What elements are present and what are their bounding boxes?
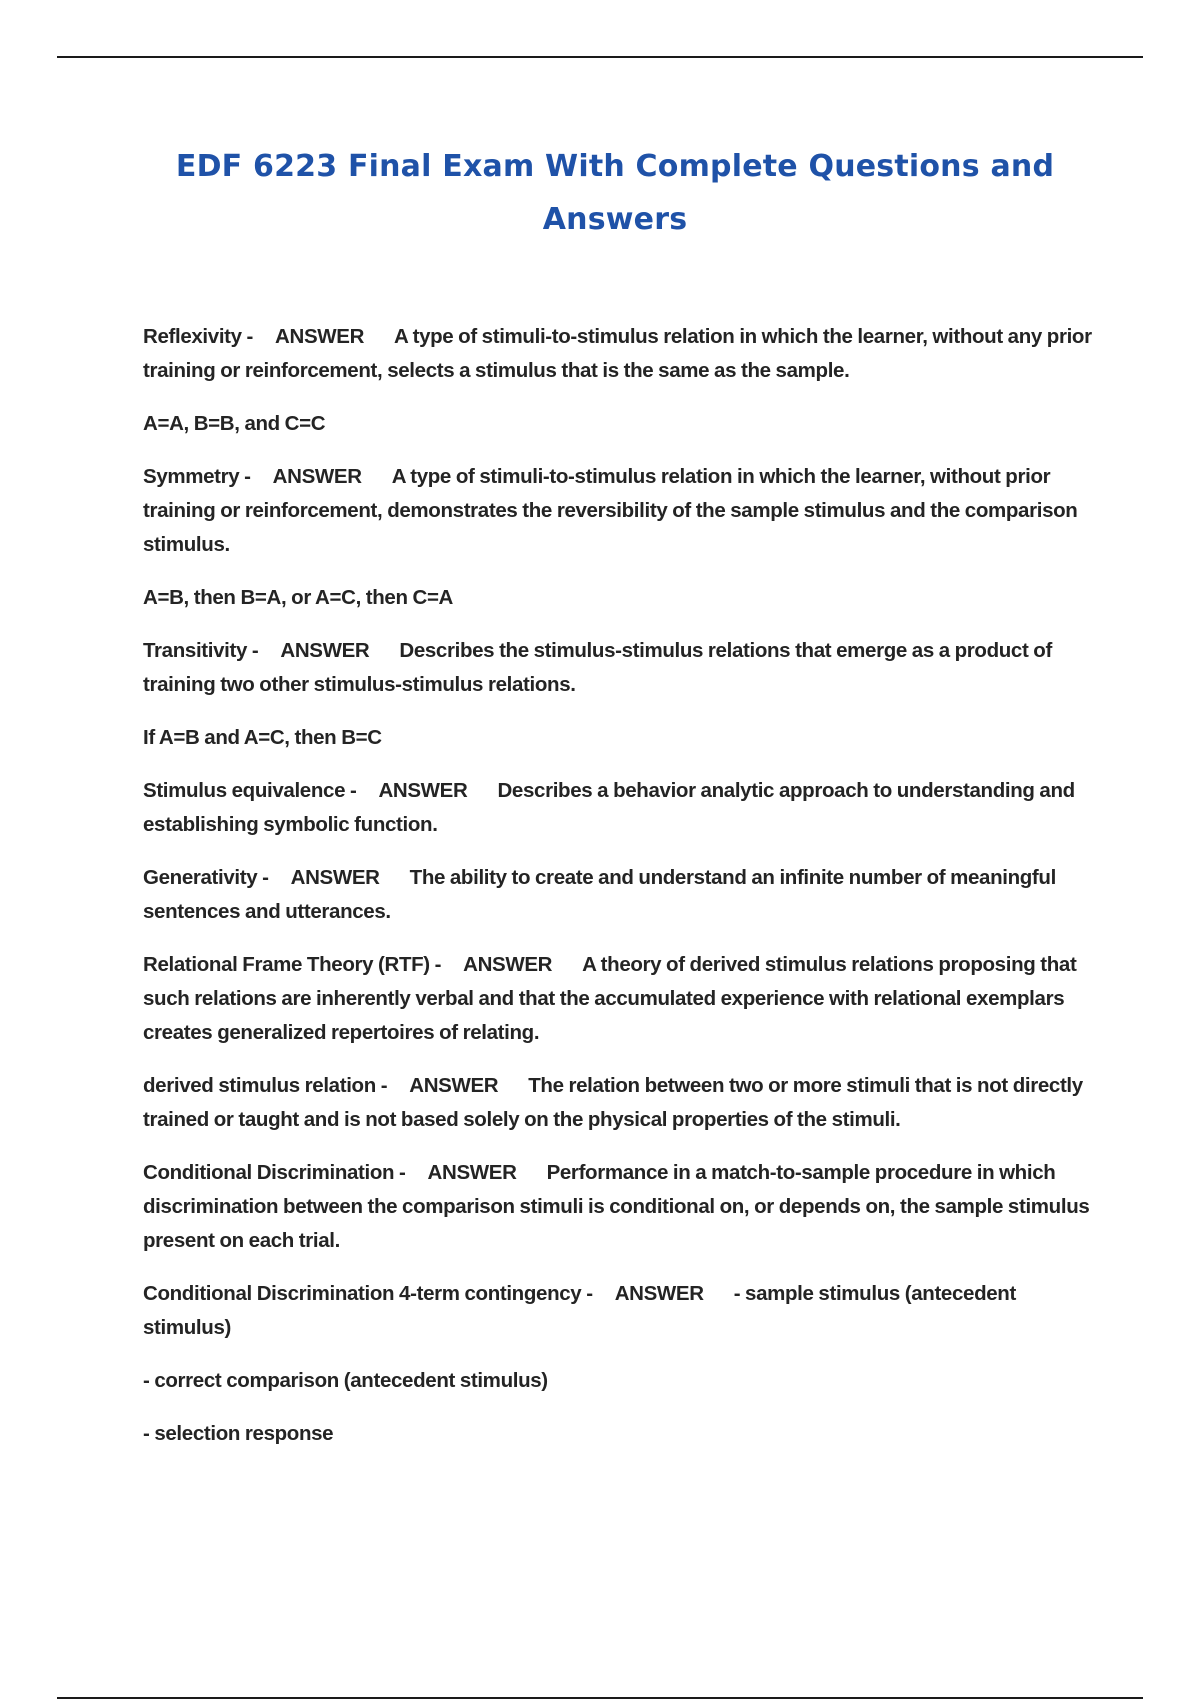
entry-stimulus-equivalence	[143, 774, 1093, 842]
definition: The ability to create and understand an infinite number of meaningful sentences and utterances.	[143, 866, 1056, 923]
answer-label: ANSWER	[290, 866, 380, 889]
answer-label: ANSWER	[614, 1282, 704, 1305]
answer-label: ANSWER	[275, 325, 365, 348]
list-item-note: - correct comparison (antecedent stimulus)	[143, 1369, 548, 1392]
answer-label: ANSWER	[409, 1074, 499, 1097]
answer-label: ANSWER	[427, 1161, 517, 1184]
answer-label: ANSWER	[272, 465, 362, 488]
term: Conditional Discrimination 4-term contingency -	[143, 1282, 593, 1305]
answer-label: ANSWER	[463, 953, 553, 976]
definition: - sample stimulus (antecedent stimulus)	[143, 1282, 1016, 1339]
entry-generativity	[143, 861, 1093, 929]
definition: The relation between two or more stimuli that is not directly trained or taught and is not based solely on the physical properties of the stimuli.	[143, 1074, 1083, 1131]
example-note: A=A, B=B, and C=C	[143, 412, 326, 435]
term: Conditional Discrimination -	[143, 1161, 406, 1184]
example-note: If A=B and A=C, then B=C	[143, 726, 382, 749]
term: Reflexivity -	[143, 325, 254, 348]
definition: A type of stimuli-to-stimulus relation in which the learner, without any prior training or reinforcement, selects a stimulus that is the same as the sample.	[143, 325, 1092, 382]
entry-reflexivity	[143, 320, 1093, 388]
definition: A theory of derived stimulus relations proposing that such relations are inherently verbal and that the accumulated experience with relational exemplars creates generalized repertoires of relating.	[143, 953, 1077, 1044]
term: Relational Frame Theory (RTF) -	[143, 953, 442, 976]
answer-label: ANSWER	[378, 779, 468, 802]
entry-conditional-discrimination	[143, 1156, 1093, 1258]
definition: Describes a behavior analytic approach to understanding and establishing symbolic function.	[143, 779, 1075, 836]
entry-transitivity	[143, 634, 1093, 702]
footer-rule	[57, 1697, 1143, 1699]
term: Stimulus equivalence -	[143, 779, 357, 802]
entry-relational-frame-theory	[143, 948, 1093, 1050]
definition: Describes the stimulus-stimulus relations that emerge as a product of training two other stimulus-stimulus relations.	[143, 639, 1052, 696]
header-rule	[57, 56, 1143, 58]
term: Generativity -	[143, 866, 269, 889]
entry-conditional-discrimination-4-term	[143, 1277, 1093, 1345]
document-body	[143, 320, 1093, 1470]
answer-label: ANSWER	[280, 639, 370, 662]
definition: Performance in a match-to-sample procedure in which discrimination between the comparison stimuli is conditional on, or depends on, the sample stimulus present on each trial.	[143, 1161, 1090, 1252]
term: derived stimulus relation -	[143, 1074, 388, 1097]
list-item-note: - selection response	[143, 1422, 334, 1445]
term: Symmetry -	[143, 465, 251, 488]
term: Transitivity -	[143, 639, 259, 662]
entry-derived-stimulus-relation	[143, 1069, 1093, 1137]
example-note: A=B, then B=A, or A=C, then C=A	[143, 586, 454, 609]
definition: A type of stimuli-to-stimulus relation in which the learner, without prior training or reinforcement, demonstrates the reversibility of the sample stimulus and the comparison stimulus.	[143, 465, 1078, 556]
document-title: EDF 6223 Final Exam With Complete Questions and Answers	[175, 149, 1055, 237]
entry-symmetry	[143, 460, 1093, 562]
